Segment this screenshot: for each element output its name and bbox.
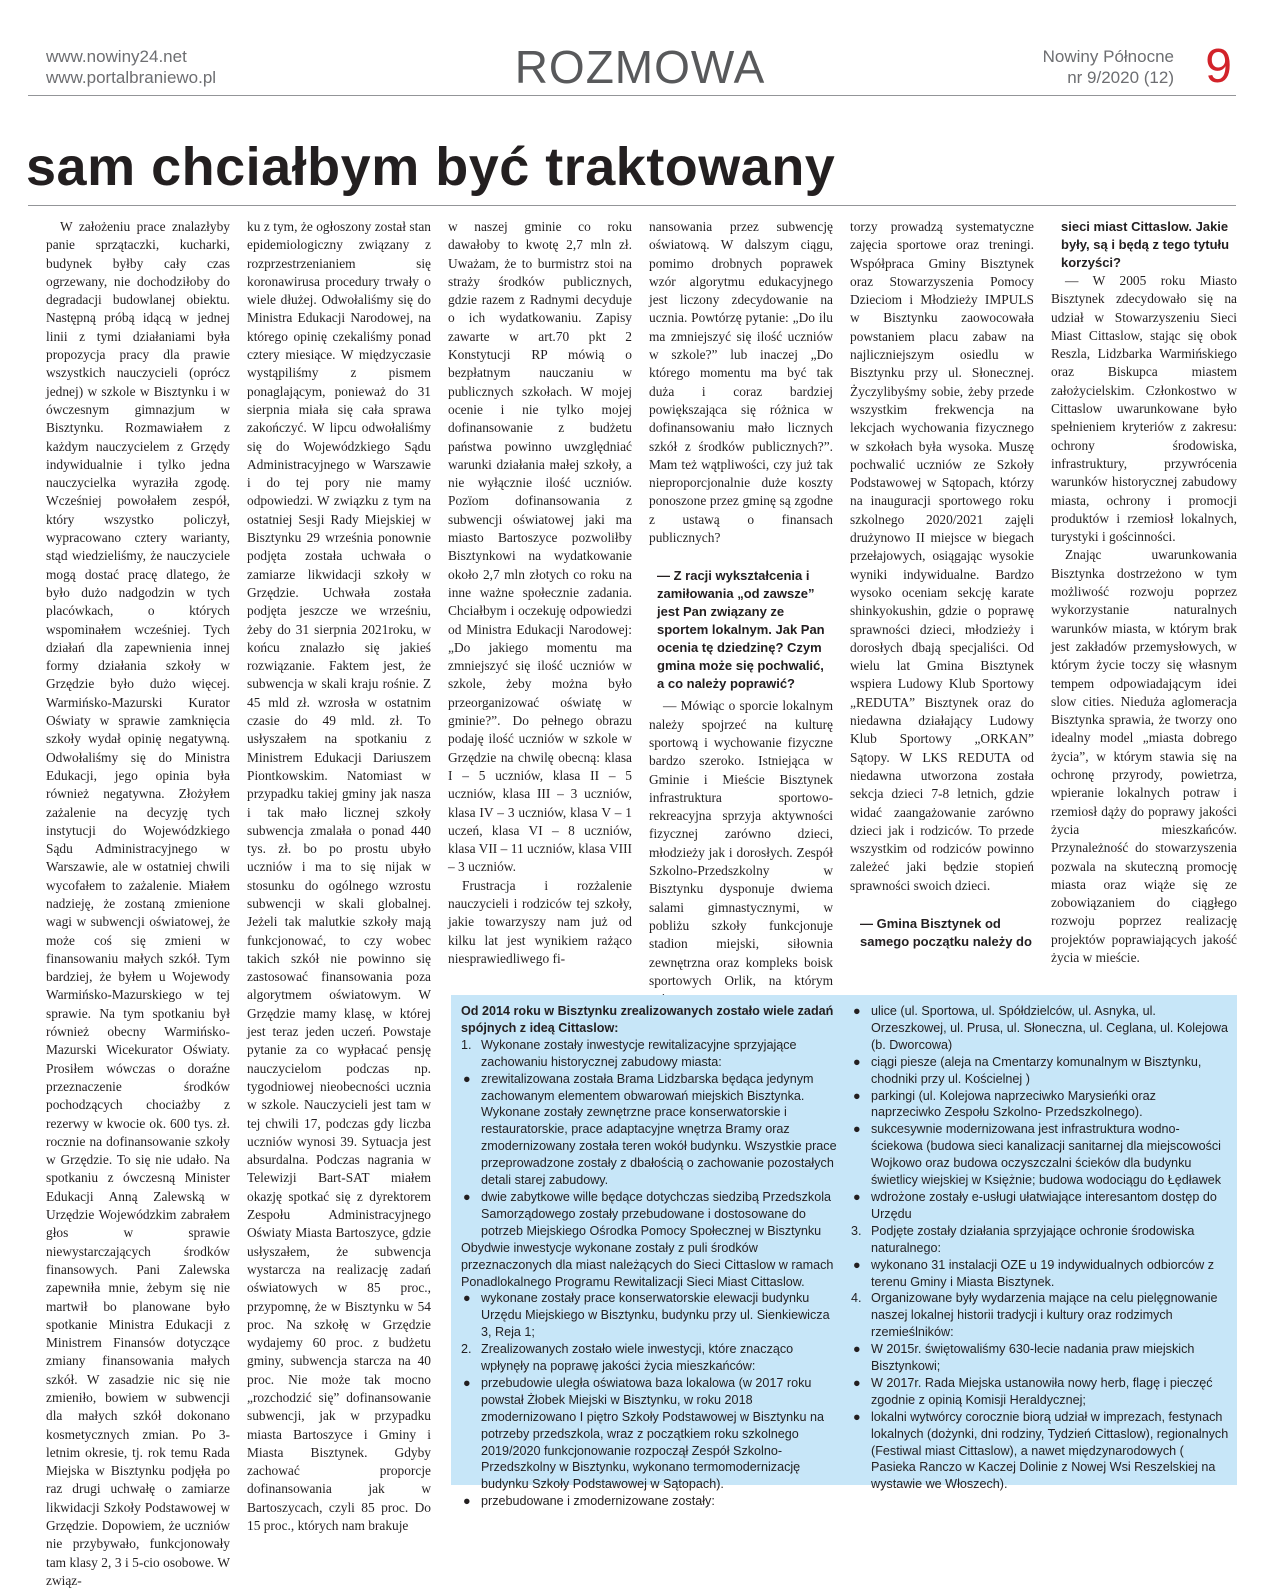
list-item-text: Organizowane były wydarzenia mające na celu pielęgnowanie naszej lokalnej historii tradycji i kultury oraz rodzimych rzemieślników: [871, 1291, 1218, 1340]
bullet-icon: ● [463, 1291, 471, 1306]
list-item-text: Wykonane zostały inwestycje rewitalizacyjne sprzyjające zachowaniu historycznej zabudowy miasta: [481, 1037, 797, 1069]
bullet-item [851, 1088, 1229, 1122]
bullet-item [461, 1071, 841, 1189]
info-box-list-right [851, 1003, 1229, 1493]
bullet-item [851, 1375, 1229, 1409]
list-item-text: wykonane zostały prace konserwatorskie elewacji budynku Urzędu Miejskiego w Bisztynku, budynku przy ul. Sienkiewicza 3, Reja 1; [481, 1291, 830, 1340]
list-paragraph [461, 1240, 841, 1291]
list-item-text: przebudowane i zmodernizowane zostały: [481, 1494, 715, 1509]
bullet-icon: ● [463, 1375, 471, 1390]
bullet-icon: ● [463, 1494, 471, 1509]
list-item-text: sukcesywnie modernizowana jest infrastruktura wodno-ściekowa (budowa sieci kanalizacji sanitarnej dla miejscowości Wojkowo oraz budowa oczyszczalni ścieków dla budynku świetlicy wiejskiej w Księżnie; budowa wodociągu do Łędławek [871, 1122, 1222, 1188]
list-item-text: W 2017r. Rada Miejska ustanowiła nowy herb, flagę i pieczęć zgodnie z opinią Komisji Heraldycznej; [871, 1375, 1213, 1407]
numbered-item [851, 1290, 1229, 1341]
list-item-text: lokalni wytwórcy corocznie biorą udział w imprezach, festynach lokalnych (dożynki, dni rodziny, Tydzień Cittaslow), regionalnych (Festiwal miast Cittaslow), a nawet międzynarodowych ( Pasieka Ranczo w Kaczej Dolinie z Nowej Wsi Reszelskiej na wystawie we Włoszech). [871, 1409, 1229, 1492]
cittaslow-info-box [451, 995, 1237, 1509]
bullet-icon: ● [853, 1122, 861, 1137]
list-item-text: parkingi (ul. Kolejowa naprzeciwko Marysieńki oraz naprzeciwko Zespołu Szkolno- Przedszkolnego). [871, 1088, 1156, 1120]
bullet-icon: ● [853, 1257, 861, 1272]
numbered-item [851, 1223, 1229, 1257]
article-column-6 [1051, 218, 1237, 967]
bullet-item [851, 1003, 1229, 1054]
paragraph: nansowania przez subwencję oświatową. W dalszym ciągu, pomimo drobnych poprawek wzór algorytmu edukacyjnego jest liczony zdecydowanie na ucznia. Powtórzę pytanie: „Do ilu ma zmniejszyć się ilość uczniów w szkole?” lub inaczej „Do którego momentu ma być tak duża i coraz bardziej powiększająca się różnica w dofinansowaniu mało licznych szkół z środków publicznych?”. Mam też wątpliwości, czy już tak nieproporcjonalnie duże koszty ponoszone przez gminę są zgodne z ustawą o finansach publicznych? [649, 219, 833, 546]
site-link-nowiny24[interactable]: www.nowiny24.net [46, 47, 187, 66]
paragraph: — W 2005 roku Miasto Bisztynek zdecydowało się na udział w Stowarzyszeniu Sieci Miast Cittaslow, stając się obok Reszla, Lidzbarka Warmińskiego oraz Biskupca miastem założycielskim. Członkostwo w Cittaslow uwarunkowane było spełnieniem kryteriów z zakresu: ochrony środowiska, infrastruktury, przywrócenia warunków historycznej zabudowy miasta, ochrony i promocji produktów i rzemiosł lokalnych, turystyki i gościnności. [1051, 273, 1237, 545]
item-number: 2. [461, 1342, 472, 1357]
bullet-item [461, 1493, 841, 1510]
list-item-text: W 2015r. świętowaliśmy 630-lecie nadania praw miejskich Bisztynkowi; [871, 1342, 1195, 1374]
headline-divider [28, 205, 1236, 206]
paragraph: torzy prowadzą systematyczne zajęcia sportowe oraz treningi. Współpraca Gminy Bisztynek oraz Stowarzyszenia Pomocy Dzieciom i Młodzieży IMPULS w Bisztynku zaowocowała powstaniem placu zabaw na najliczniejszym osiedlu w Bisztynku przy ul. Słonecznej. Życzylibyśmy sobie, żeby przede wszystkim frekwencja na lekcjach wychowania fizycznego w szkołach była wysoka. Muszę pochwalić uczniów ze Szkoły Podstawowej w Sątopach, którzy na inauguracji sportowego roku szkolnego 2020/2021 zajęli drużynowo II miejsce w biegach przełajowych, osiągając wysokie wyniki indywidualne. Bardzo wysoko oceniam sekcję karate shinkyokushin, gdzie o poprawę sprawności dzieci, młodzieży i dorosłych dbają specjaliści. Od wielu lat Gmina Bisztynek wspiera Ludowy Klub Sportowy „REDUTA” Bisztynek oraz do niedawna działający Ludowy Klub Sportowy „ORKAN” Sątopy. W LKS REDUTA od niedawna utworzona została sekcja dzieci 7-8 letnich, gdzie widać zaangażowanie zarówno dzieci jak i rodziców. To przede wszystkim od rodziców powinno zależeć jaki będzie stopień sprawności swoich dzieci. [850, 219, 1034, 893]
list-item-text: ulice (ul. Sportowa, ul. Spółdzielców, ul. Asnyka, ul. Orzeszkowej, ul. Prusa, ul. Słoneczna, ul. Ceglana, ul. Kolejowa (b. Dworcowa) [871, 1004, 1229, 1052]
bullet-icon: ● [853, 1189, 861, 1204]
item-number: 3. [851, 1223, 862, 1238]
issue-info [1043, 46, 1174, 88]
bullet-item [461, 1375, 841, 1493]
bullet-icon: ● [853, 1004, 861, 1018]
article-column-1 [46, 218, 230, 1590]
info-box-right-column [851, 1003, 1229, 1493]
numbered-item [461, 1037, 841, 1071]
numbered-item [461, 1341, 841, 1375]
list-item-text: dwie zabytkowe wille będące dotychczas siedzibą Przedszkola Samorządowego zostały przebudowane i dostosowane do potrzeb Miejskiego Ośrodka Pomocy Społecznej w Bisztynku [481, 1189, 832, 1238]
bullet-icon: ● [853, 1088, 861, 1103]
item-number: 4. [851, 1291, 862, 1306]
item-number: 1. [461, 1037, 472, 1052]
bullet-icon: ● [853, 1375, 861, 1390]
bullet-item [461, 1189, 841, 1240]
list-item-text: Zrealizowanych zostało wiele inwestycji, które znacząco wpłynęły na poprawę jakości życia mieszkańców: [481, 1342, 794, 1374]
bullet-item [461, 1290, 841, 1341]
header-divider [28, 95, 1236, 96]
article-column-4 [649, 218, 833, 1008]
article-column-5 [850, 218, 1034, 951]
list-item-text: zrewitalizowana została Brama Lidzbarska będąca jedynym zachowanym elementem obwarowań miejskich Bisztynka. Wykonane zostały zewnętrzne prace konserwatorskie i restauratorskie, prace adaptacyjne wnętrza Bramy oraz zmodernizowany została teren wokół budynku. Wszystkie prace przeprowadzone zostały z dbałością o zachowanie pozostałych detali starej zabudowy. [481, 1071, 837, 1188]
interview-question: — Gmina Bisztynek od samego początku należy do [860, 915, 1032, 949]
section-title: ROZMOWA [514, 41, 766, 93]
article-column-2 [247, 218, 431, 1535]
bullet-item [851, 1189, 1229, 1223]
list-item-text: ciągi piesze (aleja na Cmentarzy komunalnym w Bisztynku, chodniki przy ul. Kościelnej ) [871, 1054, 1202, 1086]
bullet-item [851, 1257, 1229, 1291]
interview-question: sieci miast Cittaslow. Jakie były, są i będą z tego tytułu korzyści? [1061, 219, 1230, 270]
paper-name: Nowiny Północne [1042, 47, 1174, 66]
bullet-icon: ● [463, 1071, 471, 1086]
bullet-item [851, 1341, 1229, 1375]
list-item-text: przebudowie uległa oświatowa baza lokalowa (w 2017 roku powstał Żłobek Miejski w Bisztynku, w roku 2018 zmodernizowano I piętro Szkoły Podstawowej w Bisztynku na potrzeby przedszkola, wraz z początkiem roku szkolnego 2019/2020 funkcjonowanie rozpoczął Zespół Szkolno- Przedszkolny w Bisztynku, wykonano termomodernizację budynku Szkoły Podstawowej w Sątopach). [481, 1375, 824, 1492]
paragraph: ku z tym, że ogłoszony został stan epidemiologiczny związany z rozprzestrzenianiem się koronawirusa procedury trwały o wiele dłużej. Odwołaliśmy się do Ministra Edukacji Narodowej, na którego opinię czekaliśmy ponad cztery miesiące. W międzyczasie wystąpiliśmy z pismem ponaglającym, ponieważ do 31 sierpnia miała się cała sprawa zakończyć. W lipcu odwołaliśmy się do Wojewódzkiego Sądu Administracyjnego w Warszawie i do tej pory nie mamy odpowiedzi. W związku z tym na ostatniej Sesji Rady Miejskiej w Bisztynku 29 września ponownie podjęta została uchwała o zamiarze likwidacji szkoły w Grzędzie. Uchwała została podjęta jeszcze we wrześniu, żeby do 31 sierpnia 2021roku, w końcu znalazło się jakieś rozwiązanie. Faktem jest, że subwencja w skali kraju rośnie. Z 45 mld zł. wzrosła w ostatnim czasie do 49 mld. zł. To usłyszałem na spotkaniu z Ministrem Edukacji Dariuszem Piontkowskim. Natomiast w przypadku takiej gminy jak nasza i tak mało licznej szkoły subwencja zmalała o ponad 440 tys. zł. bo po prostu ubyło uczniów i ma to się nijak w stosunku do ogólnego wzrostu subwencji w skali globalnej. Jeżeli tak malutkie szkoły mają funkcjonować, to czy wobec takich szkół nie powinno się zastosować finansowania poza algorytmem oświatowym. W Grzędzie mamy klasę, w której jest teraz jeden uczeń. Powstaje pytanie za co wypłacać pensję nauczycielom podczas np. tygodniowej nieobecności ucznia w szkole. Nauczycieli jest tam w tej chwili 17, podczas gdy liczba uczniów wynosi 39. Sytuacja jest absurdalna. Podczas nagrania w Telewizji Bart-SAT miałem okazję spotkać się z dyrektorem Zespołu Administracyjnego Oświaty Miasta Bartoszyce, gdzie usłyszałem, że subwencja wystarcza na realizację zadań oświatowych w 85 proc., przypomnę, że w Bisztynku w 54 proc. Na szkołę w Grzędzie wydajemy 60 proc. z budżetu gminy, subwencja starcza na 40 proc. Nie może tak mocno „rozchodzić się” dofinansowanie subwencji, jak w przypadku miasta Bartoszyce i Gminy i Miasta Bisztynek. Gdyby zachować proporcje dofinansowania jak w Bartoszycach, czyli 85 proc. Do 15 proc., których nam brakuje [247, 219, 431, 1534]
paragraph: — Mówiąc o sporcie lokalnym należy spojrzeć na kulturę sportową i wychowanie fizyczne bardzo szeroko. Istniejąca w Gminie i Mieście Bisztynek infrastruktura sportowo-rekreacyjna sprzyja aktywności fizycznej zarówno dzieci, młodzieży jak i dorosłych. Zespół Szkolno-Przedszkolny w Bisztynku dysponuje dwiema salami gimnastycznymi, w pobliżu szkoły funkcjonuje stadion miejski, siłownia zewnętrzna oraz kompleks boisk sportowych Orlik, na którym [649, 698, 833, 988]
paragraph: w naszej gminie co roku dawałoby to kwotę 2,7 mln zł. Uważam, że to burmistrz stoi na straży środków publicznych, gdzie razem z Radnymi decyduje o ich wydatkowaniu. Zapisy zawarte w art.70 pkt 2 Konstytucji RP mówią o bezpłatnym nauczaniu w publicznych szkołach. W mojej ocenie i nie tylko mojej dofinansowanie z budżetu państwa powinno uwzględniać warunki działania małej szkoły, a nie wyłącznie ilość uczniów. Pozïom dofinansowania z subwencji oświatowej jaki ma miasto Bartoszyce pozwoliłby Bisztynkowi na wydatkowanie około 2,7 mln złotych co roku na inne ważne społecznie zadania. Chciałbym i oczekuję odpowiedzi od Ministra Edukacji Narodowej: „Do jakiego momentu ma zmniejszyć się ilość uczniów w szkole, żeby można było przeorganizować oświatę w gminie?”. Do pełnego obrazu podaję ilość uczniów w szkole w Grzędzie na chwilę obecną: klasa I – 5 uczniów, klasa II – 5 uczniów, klasa III – 3 uczniów, klasa IV – 3 uczniów, klasa V – 1 uczeń, klasa VI – 8 uczniów, klasa VII – 11 uczniów, klasa VIII – 3 uczniów. [448, 219, 632, 875]
page-number: 9 [1205, 40, 1232, 93]
info-box-left-column [461, 1003, 841, 1510]
article-column-3 [448, 218, 632, 968]
paragraph: Frustracja i rozżalenie nauczycieli i rodziców tej szkoły, jakie towarzyszy nam już od kilku lat jest wynikiem rażąco niesprawiedliwego fi- [448, 877, 632, 966]
issue-number: nr 9/2020 (12) [1067, 68, 1174, 87]
bullet-item [851, 1121, 1229, 1189]
bullet-item [851, 1054, 1229, 1088]
bullet-icon: ● [853, 1409, 861, 1424]
info-box-title: Od 2014 roku w Bisztynku zrealizowanych zostało wiele zadań spójnych z ideą Cittaslow: [461, 1004, 834, 1035]
headline: sam chciałbym być traktowany [26, 137, 836, 197]
list-item-text: wdrożone zostały e-usługi ułatwiające interesantom dostęp do Urzędu [871, 1189, 1217, 1221]
interview-question: — Z racji wykształcenia i zamiłowania „od zawsze” jest Pan związany ze sportem lokalnym. Jak Pan ocenia tę dziedzinę? Czym gmina może się pochwalić, a co należy poprawić? [657, 568, 825, 692]
list-item-text: Obydwie inwestycje wykonane zostały z puli środków przeznaczonych dla miast należących do Sieci Cittaslow w ramach Ponadlokalnego Programu Rewitalizacji Sieci Miast Cittaslow. [461, 1240, 834, 1289]
list-item-text: wykonano 31 instalacji OZE u 19 indywidualnych odbiorców z terenu Gminy i Miasta Bisztynek. [871, 1257, 1215, 1289]
bullet-icon: ● [853, 1054, 861, 1069]
bullet-icon: ● [463, 1189, 471, 1204]
bullet-icon: ● [853, 1342, 861, 1357]
bullet-item [851, 1409, 1229, 1494]
site-link-portalbraniewo[interactable]: www.portalbraniewo.pl [46, 68, 217, 87]
paragraph: Znając uwarunkowania Bisztynka dostrzeżono w tym możliwość rozwoju poprzez wykorzystanie naturalnych warunków miasta, w którym brak jest zakładów przemysłowych, w którym życie toczy się własnym tempem odpowiadającym idei slow cities. Nieduża aglomeracja Bisztynka sprawia, że tworzy ono idealny model „miasta dobrego życia”, w którym stawia się na ochronę przyrody, powietrza, wpieranie lokalnych potraw i rzemiosł dąży do poprawy jakości życia mieszkańców. Przynależność do stowarzyszenia pozwala na skuteczną promocję miasta oraz wiąże się ze zobowiązaniem do ciągłego rozwoju poprzez realizację projektów poprawiających jakość życia w mieście. [1051, 547, 1237, 965]
paragraph: W założeniu prace znalazłyby panie sprzątaczki, kucharki, budynek byłby cały czas ogrzewany, nie dochodziłoby do degradacji budowlanej obiektu. Następną próbą idącą w jednej linii z tymi działaniami była propozycja pracy dla prawie wszystkich nauczycieli (oprócz jednej) w szkole w Bisztynku i w ówczesnym gimnazjum w Bisztynku. Rozmawiałem z każdym nauczycielem z Grzędy indywidualnie i tylko jedna nauczycielka wyraziła zgodę. Wcześniej powołałem zespół, który wszystko policzył, wypracowano cztery warianty, stąd wiedzieliśmy, że nauczyciele mogą dostać pracę dlatego, że było dużo nadgodzin w tych placówkach, o których wspominałem wcześniej. Tych działań dla zapewnienia innej formy działania szkoły w Grzędzie było dużo więcej. Warmińsko-Mazurski Kurator Oświaty w sprawie zamknięcia szkoły wydał opinię negatywną. Odwołaliśmy się do Ministra Edukacji, jego opinia była również negatywna. Złożyłem zażalenie na decyzję tych instytucji do Wojewódzkiego Sądu Administracyjnego w Warszawie, ale w ostatniej chwili wycofałem to zażalenie. Miałem nadzieję, że zostaną zmienione wagi w subwencji oświatowej, że może coś się zmieni w finansowaniu małych szkół. Tym bardziej, że byłem u Wojewody Warmińsko-Mazurskiego w tej sprawie. Na tym spotkaniu był również obecny Warmińsko-Mazurski Wicekurator Oświaty. Prosiłem wówczas o doraźne przeznaczenie środków pochodzących chociażby z rezerwy w kwocie ok. 600 tys. zł. rocznie na dofinansowanie szkoły w Grzędzie. To się nie udało. Na spotkaniu z ówczesną Minister Edukacji Anną Zalewską w Urzędzie Wojewódzkim zabrałem głos w sprawie niewystarczających środków finansowych. Pani Zalewska zapewniła mnie, żebym się nie martwił bo planowane było spotkanie Ministra Edukacji z Ministrem Finansów dotyczące zmiany finansowania małych szkół. W zasadzie nic się nie zmieniło, bowiem w subwencji dla małych szkół dokonano kosmetycznych zmian. Po 3-letnim okresie, tj. rok temu Rada Miejska w Bisztynku podjęła po raz drugi uchwałę o zamiarze likwidacji Szkoły Podstawowej w Grzędzie. Dopowiem, że uczniów nie przybywało, funkcjonowały tam klasy 2, 3 i 5-cio osobowe. W związ- [46, 219, 230, 1588]
info-box-list-left [461, 1037, 841, 1510]
list-item-text: Podjęte zostały działania sprzyjające ochronie środowiska naturalnego: [871, 1223, 1195, 1255]
